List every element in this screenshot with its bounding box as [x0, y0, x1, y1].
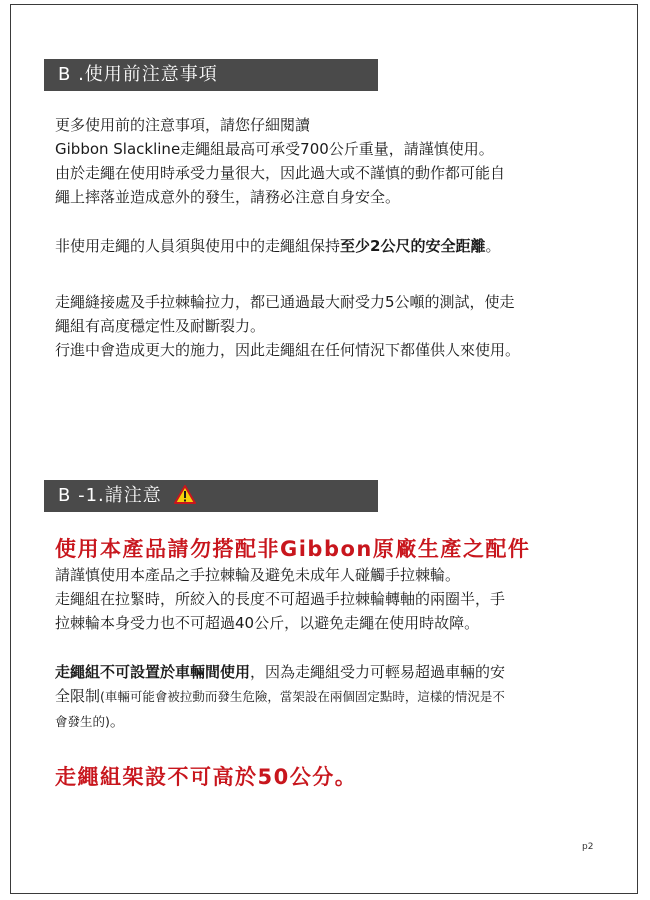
vehicle-warning-emphasis: 走繩組不可設置於車輛間使用 [55, 663, 251, 681]
text-normal: 非使用走繩的人員須與使用中的走繩組保持 [55, 237, 341, 255]
text-small-note: (車輛可能會被拉動而發生危險，當架設在兩個固定點時，這樣的情況是不 [100, 689, 505, 704]
text-line [55, 660, 615, 684]
text-line: 走繩組在拉緊時，所絞入的長度不可超過手拉棘輪轉軸的兩圈半，手 [55, 590, 506, 608]
section-b1-paragraph-2 [55, 660, 615, 734]
text-line: 由於走繩在使用時承受力量很大，因此過大或不謹慎的動作都可能自 [55, 164, 506, 182]
text-line: Gibbon Slackline走繩組最高可承受700公斤重量，請謹慎使用。 [55, 140, 494, 158]
text-normal: 。 [485, 237, 501, 255]
section-b-title: B .使用前注意事項 [58, 64, 218, 85]
text-normal: ，因為走繩組受力可輕易超過車輛的安 [250, 663, 506, 681]
text-small-note: 會發生的) [55, 714, 110, 729]
text-line [55, 234, 615, 258]
warning-triangle-svg [174, 485, 196, 504]
height-limit-heading: 走繩組架設不可高於50公分。 [55, 765, 358, 789]
text-line: 請謹慎使用本產品之手拉棘輪及避免未成年人碰觸手拉棘輪。 [55, 566, 461, 584]
text-normal: 。 [109, 712, 125, 730]
text-line: 行進中會造成更大的施力，因此走繩組在任何情況下都僅供人來使用。 [55, 341, 521, 359]
section-b-header [44, 59, 378, 91]
page-number: p2 [582, 842, 594, 852]
section-b1-header [44, 480, 378, 512]
text-normal: 全限制 [55, 687, 101, 705]
accessory-warning-heading: 使用本產品請勿搭配非Gibbon原廠生產之配件 [55, 537, 531, 561]
section-b-paragraph-2 [55, 234, 615, 258]
section-b1-paragraph-1 [55, 563, 615, 635]
text-line: 更多使用前的注意事項，請您仔細閱讀 [55, 116, 311, 134]
section-b1-title: B -1.請注意 [58, 485, 162, 506]
text-line: 繩組有高度穩定性及耐斷裂力。 [55, 317, 266, 335]
warning-exclamation-dot [184, 500, 186, 502]
safety-distance-emphasis: 至少2公尺的安全距離 [340, 237, 486, 255]
section-b-paragraph-1 [55, 113, 615, 209]
text-line [55, 684, 615, 709]
text-line: 繩上摔落並造成意外的發生，請務必注意自身安全。 [55, 188, 401, 206]
warning-triangle-icon [174, 483, 196, 515]
text-line: 拉棘輪本身受力也不可超過40公斤，以避免走繩在使用時故障。 [55, 614, 480, 632]
text-line [55, 709, 615, 734]
warning-exclamation-bar [184, 491, 186, 498]
section-b-paragraph-3 [55, 290, 615, 362]
text-line: 走繩縫接處及手拉棘輪拉力，都已通過最大耐受力5公噸的測試，使走 [55, 293, 515, 311]
